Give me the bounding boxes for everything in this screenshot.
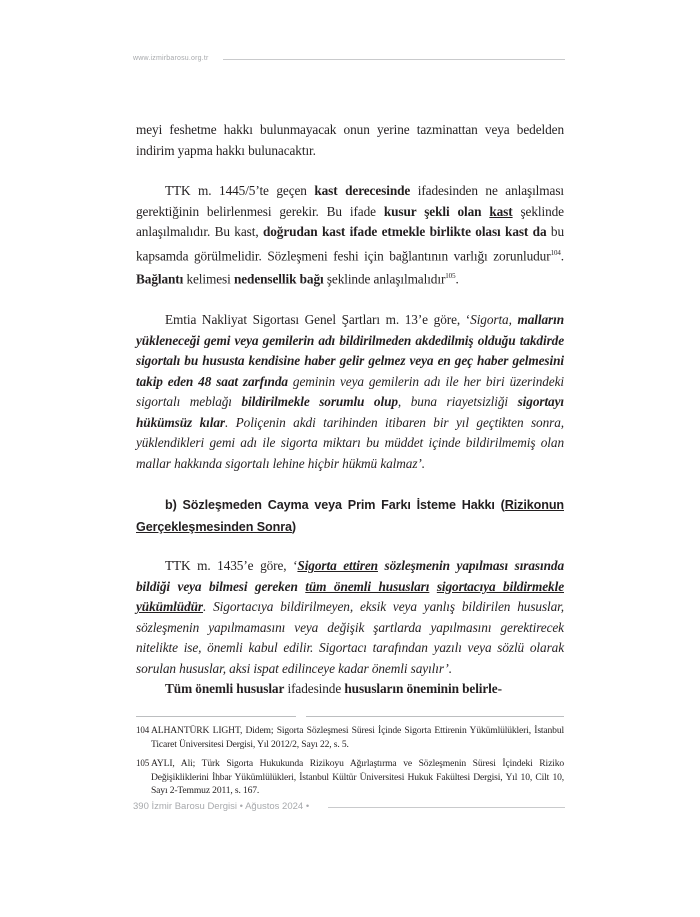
section-heading: b) Sözleşmeden Cayma veya Prim Farkı İsteme Hakkı (Rizikonun Gerçekleşmesinden Sonra) bbox=[136, 498, 564, 535]
footnote-ref-105[interactable]: 105 bbox=[445, 272, 456, 281]
header-rule bbox=[223, 59, 565, 60]
footnotes bbox=[136, 724, 564, 798]
footnote-separator bbox=[136, 716, 564, 720]
footnote-number: 105 bbox=[136, 758, 150, 768]
page-footer bbox=[133, 800, 565, 814]
body-text bbox=[136, 120, 564, 700]
footnote-text: AYLI, Ali; Türk Sigorta Hukukunda Rizikoyu Ağırlaştırma ve Sözleşmenin Süresi İçindeki Riziko Değişikliklerini İhbar Yükümlülükleri, İstanbul Kültür Üniversitesi Hukuk Fakültesi Dergisi, Yıl 10, Cilt 10, Sayı 2-Temmuz 2011, s. 167. bbox=[151, 758, 564, 796]
paragraph-emtia-nakliyat: Emtia Nakliyat Sigortası Genel Şartları m. 13’e göre, ‘Sigorta, malların yükleneceği gemi veya gemilerin adı bildirilmeden akdedilmiş olduğu takdirde sigortalı bu hususta kendisine haber gelir gelmez veya en geç haber gelmesini takip eden 48 saat zarfında geminin veya gemilerin adı ile her biri üzerindeki sigortalı meblağı bildirilmekle sorumlu olup, buna riayetsizliği sigortayı hükümsüz kılar. Poliçenin akdi tarihinden itibaren bir yıl geçtikten sonra, yüklendikleri gemi adı ile sigorta miktarı bu müddet içinde bildirilmemiş olan mallar hakkında sigortalı lehine hiçbir hükmü kalmaz’. bbox=[136, 312, 565, 471]
footer-text: 390 İzmir Barosu Dergisi • Ağustos 2024 • bbox=[133, 801, 310, 812]
header-url: www.izmirbarosu.org.tr bbox=[133, 55, 209, 62]
paragraph-tum-onemli: Tüm önemli hususlar ifadesinde hususların öneminin belirle- bbox=[165, 681, 502, 697]
footnote-text: ALHANTÜRK LIGHT, Didem; Sigorta Sözleşmesi Süresi İçinde Sigorta Ettirenin Yükümlülükleri, İstanbul Ticaret Üniversitesi Dergisi, Yıl 2012/2, Sayı 22, s. 5. bbox=[151, 725, 564, 750]
page-header bbox=[133, 53, 565, 65]
paragraph-continuation: meyi feshetme hakkı bulunmayacak onun yerine tazminattan veya bedelden indirim yapma hakkı bulunacaktır. bbox=[136, 122, 564, 158]
footnote-104 bbox=[136, 724, 564, 751]
paragraph-ttk-1445: TTK m. 1445/5’te geçen kast derecesinde ifadesinden ne anlaşılması gerektiğinin belirlenmesi gerekir. Bu ifade kusur şekli olan kast şeklinde anlaşılmalıdır. Bu kast, doğrudan kast ifade etmekle birlikte olası kast da bu kapsamda görülmelidir. Sözleşmeni feshi için bağlantının varlığı zorunludur$^{104}$. Bağlantı kelimesi nedensellik bağı şeklinde anlaşılmalıdır$^{105}$. bbox=[136, 183, 565, 287]
paragraph-ttk-1435: TTK m. 1435’e göre, ‘Sigorta ettiren sözleşmenin yapılması sırasında bildiği veya bilmesi gereken tüm önemli hususları sigortacıya bildirmekle yükümlüdür. Sigortacıya bildirilmeyen, eksik veya yanlış bildirilen hususlar, sözleşmenin yapılmamasını veya değişik şartlarda yapılmasını gerektirecek nitelikte ise, önemli kabul edilir. Sigortacı tarafından yazılı veya sözlü olarak sorulan hususlar, aksi ispat edilinceye kadar önemli sayılır’. bbox=[136, 558, 564, 676]
footnote-105 bbox=[136, 757, 564, 798]
footnote-ref-104[interactable]: 104 bbox=[550, 248, 561, 257]
footnote-number: 104 bbox=[136, 725, 150, 735]
footer-rule bbox=[328, 807, 565, 808]
